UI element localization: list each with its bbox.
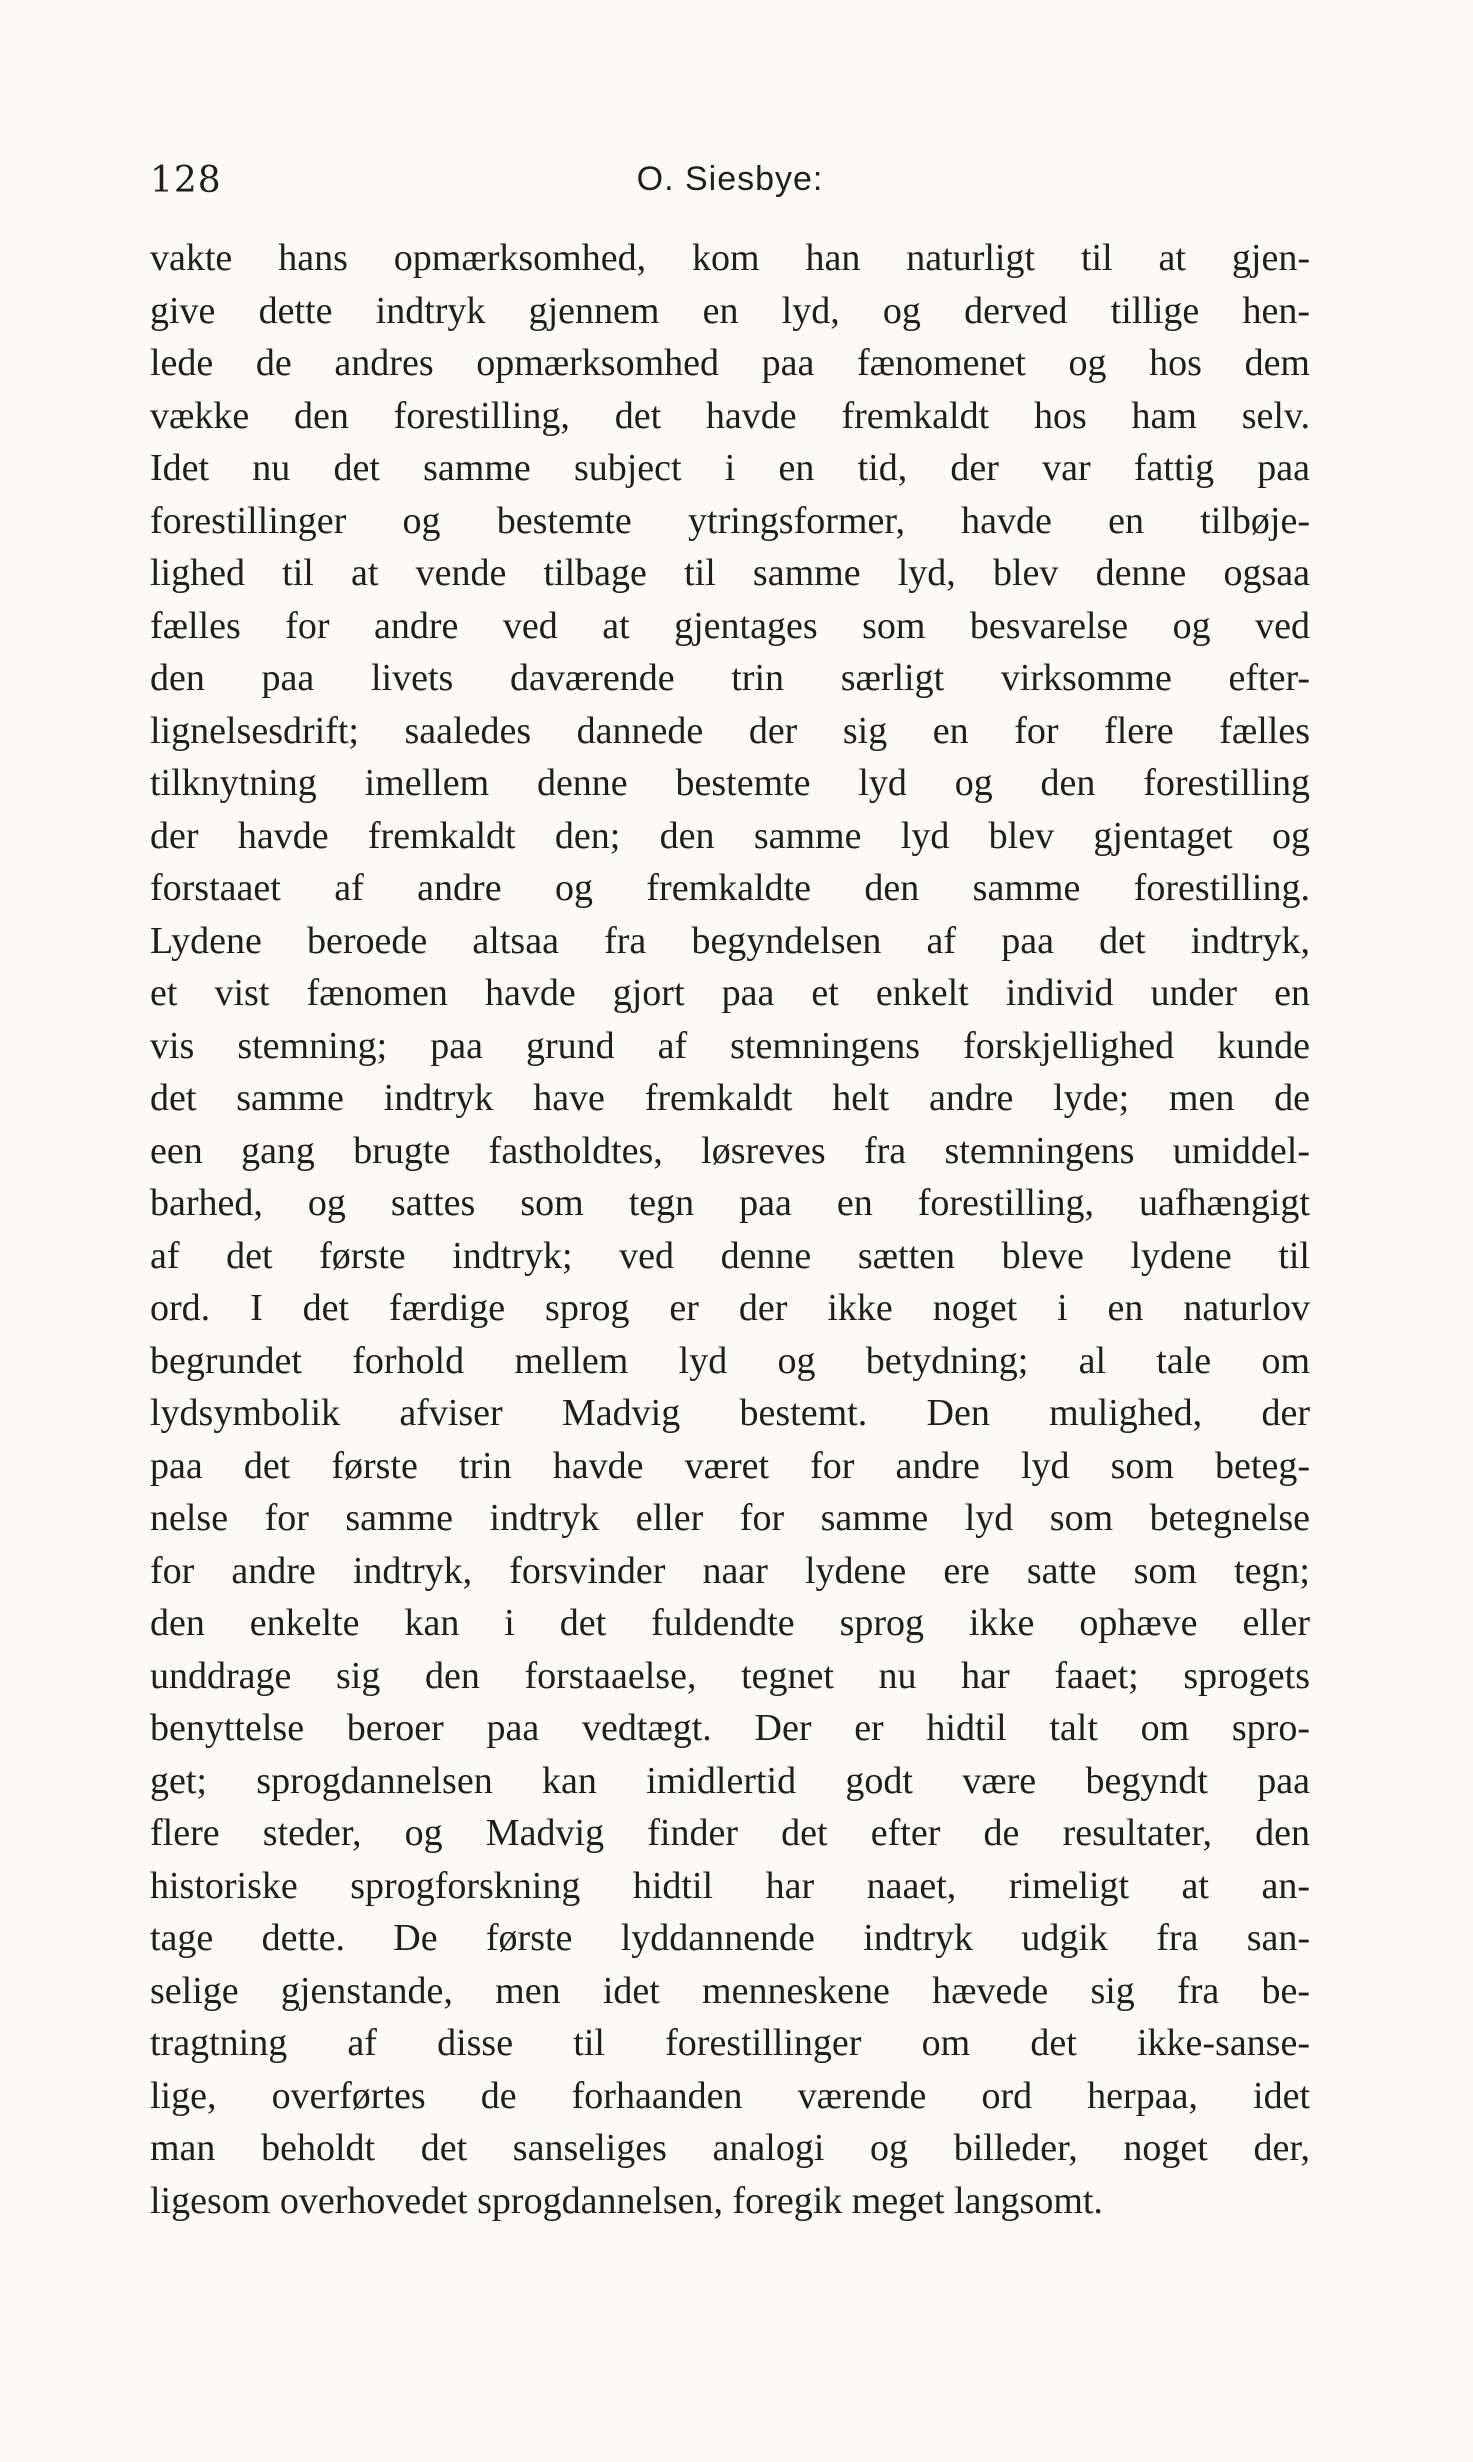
text-line: fælles for andre ved at gjentages som besvarelse og ved <box>150 604 1310 647</box>
text-line: den enkelte kan i det fuldendte sprog ikke ophæve eller <box>150 1602 1310 1644</box>
text-line: lignelsesdrift; saaledes dannede der sig en for flere fælles <box>150 709 1310 752</box>
text-line: lige, overførtes de forhaanden værende ord herpaa, idet <box>150 2074 1310 2117</box>
text-line: ord. I det færdige sprog er der ikke noget i en naturlov <box>150 1287 1310 1329</box>
text-line: barhed, og sattes som tegn paa en forestilling, uafhængigt <box>150 1182 1310 1224</box>
text-line: for andre indtryk, forsvinder naar lydene ere satte som tegn; <box>150 1549 1310 1592</box>
text-line: af det første indtryk; ved denne sætten bleve lydene til <box>150 1234 1310 1277</box>
text-line: unddrage sig den forstaaelse, tegnet nu har faaet; sprogets <box>150 1654 1310 1697</box>
text-line: nelse for samme indtryk eller for samme lyd som betegnelse <box>150 1497 1310 1539</box>
text-line: forestillinger og bestemte ytringsformer, havde en tilbøje- <box>150 499 1310 542</box>
text-line: give dette indtryk gjennem en lyd, og derved tillige hen- <box>150 289 1310 332</box>
text-line: vis stemning; paa grund af stemningens forskjellighed kunde <box>150 1024 1310 1067</box>
page-header <box>150 150 1310 210</box>
text-line: Lydene beroede altsaa fra begyndelsen af paa det indtryk, <box>150 919 1310 962</box>
text-line: vække den forestilling, det havde fremkaldt hos ham selv. <box>150 394 1310 437</box>
page-number: 128 <box>150 160 222 201</box>
text-line: ligesom overhovedet sprogdannelsen, foregik meget langsomt. <box>150 2179 1103 2222</box>
text-line: lede de andres opmærksomhed paa fænomenet og hos dem <box>150 342 1310 384</box>
text-line: vakte hans opmærksomhed, kom han naturligt til at gjen- <box>150 237 1310 279</box>
text-line: det samme indtryk have fremkaldt helt andre lyde; men de <box>150 1077 1310 1119</box>
text-line: get; sprogdannelsen kan imidlertid godt være begyndt paa <box>150 1759 1310 1802</box>
text-line: begrundet forhold mellem lyd og betydning; al tale om <box>150 1339 1310 1382</box>
text-line: paa det første trin havde været for andre lyd som beteg- <box>150 1444 1310 1487</box>
text-line: der havde fremkaldt den; den samme lyd blev gjentaget og <box>150 814 1310 857</box>
text-line: lighed til at vende tilbage til samme lyd, blev denne ogsaa <box>150 552 1310 594</box>
text-line: tage dette. De første lyddannende indtryk udgik fra san- <box>150 1917 1310 1959</box>
text-line: flere steder, og Madvig finder det efter de resultater, den <box>150 1812 1310 1854</box>
text-line: selige gjenstande, men idet menneskene hævede sig fra be- <box>150 1969 1310 2012</box>
body-text <box>150 232 1310 2227</box>
text-line: man beholdt det sanseliges analogi og billeder, noget der, <box>150 2127 1310 2169</box>
running-head: O. Siesbye: <box>636 160 824 198</box>
text-line: et vist fænomen havde gjort paa et enkelt individ under en <box>150 972 1310 1014</box>
text-line: tilknytning imellem denne bestemte lyd og den forestilling <box>150 762 1310 804</box>
text-line: historiske sprogforskning hidtil har naaet, rimeligt at an- <box>150 1864 1310 1907</box>
text-line: den paa livets daværende trin særligt virksomme efter- <box>150 657 1310 699</box>
text-line: benyttelse beroer paa vedtægt. Der er hidtil talt om spro- <box>150 1707 1310 1749</box>
text-line: forstaaet af andre og fremkaldte den samme forestilling. <box>150 867 1310 909</box>
text-line: tragtning af disse til forestillinger om det ikke-sanse- <box>150 2022 1310 2064</box>
text-line: een gang brugte fastholdtes, løsreves fra stemningens umiddel- <box>150 1129 1310 1172</box>
text-line: lydsymbolik afviser Madvig bestemt. Den mulighed, der <box>150 1392 1310 1434</box>
text-line: Idet nu det samme subject i en tid, der var fattig paa <box>150 447 1310 489</box>
